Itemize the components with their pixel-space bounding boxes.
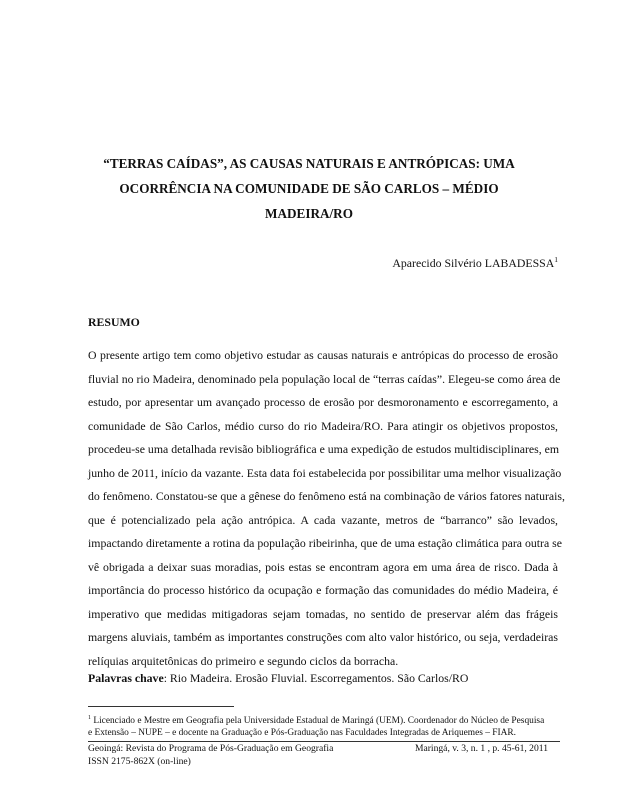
abstract-line: vê obrigada a deixar suas moradias, pois estas se encontram agora em uma área de risco. Dada à [88,559,558,574]
footer-citation: Maringá, v. 3, n. 1 , p. 45-61, 2011 [414,743,548,754]
abstract-line: procedeu-se uma detalhada revisão bibliográfica e uma expedição de estudos multidisciplinares, em [88,442,560,456]
title-line: MADEIRA/RO [265,206,353,221]
abstract-body [88,344,565,673]
footnote-line: e Extensão – NUPE – e docente na Graduação e Pós-Graduação nas Faculdades Integradas de Ariquemes – FIAR. [88,728,516,738]
abstract-line: estudo, por apresentar um avançado processo de erosão por desmoronamento e escorregamento, a [88,395,558,409]
keywords-label: Palavras chave [88,671,164,685]
author-line [392,255,558,271]
abstract-line: imperativo que medidas mitigadoras sejam tomadas, no sentido de preservar além das frágeis [88,606,558,621]
footer-issn: ISSN 2175-862X (on-line) [88,756,191,767]
keywords [88,671,468,686]
abstract-line: comunidade de São Carlos, médio curso do rio Madeira/RO. Para atingir os objetivos propostos, [88,418,558,433]
abstract-line: que é potencializado pela ação antrópica. A cada vazante, metros de “barranco” são levados, [88,512,558,527]
title-line: “TERRAS CAÍDAS”, AS CAUSAS NATURAIS E ANTRÓPICAS: UMA [103,156,515,171]
footer-row [88,755,560,768]
footnote [88,712,560,739]
footer-row [88,742,560,755]
paper-title [60,151,558,226]
footnote-line [88,712,560,727]
abstract-heading: RESUMO [88,315,140,329]
abstract-line: O presente artigo tem como objetivo estudar as causas naturais e antrópicas do processo de erosão [88,348,558,362]
abstract-line: do fenômeno. Constatou-se que a gênese do fenômeno está na combinação de vários fatores naturais, [88,489,565,503]
footer-journal: Geoingá: Revista do Programa de Pós-Graduação em Geografia [88,743,334,754]
abstract-line: importância do processo histórico da ocupação e formação das comunidades do médio Madeira, é [88,583,558,597]
abstract-line: relíquias arquitetônicas do primeiro e segundo ciclos da borracha. [88,653,399,668]
author-name: Aparecido Silvério LABADESSA [392,256,555,270]
title-line: OCORRÊNCIA NA COMUNIDADE DE SÃO CARLOS – MÉDIO [119,181,499,196]
footnote-mark: 1 [88,715,91,721]
abstract-line: junho de 2011, início da vazante. Esta data foi estabelecida por possibilitar uma melhor visualização [88,465,562,480]
abstract-line: fluvial no rio Madeira, denominado pela população local de “terras caídas”. Elegeu-se como área de [88,371,561,386]
page-footer [88,742,560,768]
footnote-divider [88,706,234,707]
author-footnote-mark: 1 [554,255,558,264]
abstract-line: impactando diretamente a rotina da população ribeirinha, que de uma estação climática para outra se [88,536,562,550]
footnote-text: Licenciado e Mestre em Geografia pela Universidade Estadual de Maringá (UEM). Coordenador do Núcleo de Pesquisa [91,716,545,726]
abstract-line: margens aluviais, também as importantes construções com alto valor histórico, ou seja, verdadeiras [88,630,558,644]
keywords-text: : Rio Madeira. Erosão Fluvial. Escorregamentos. São Carlos/RO [163,671,469,685]
